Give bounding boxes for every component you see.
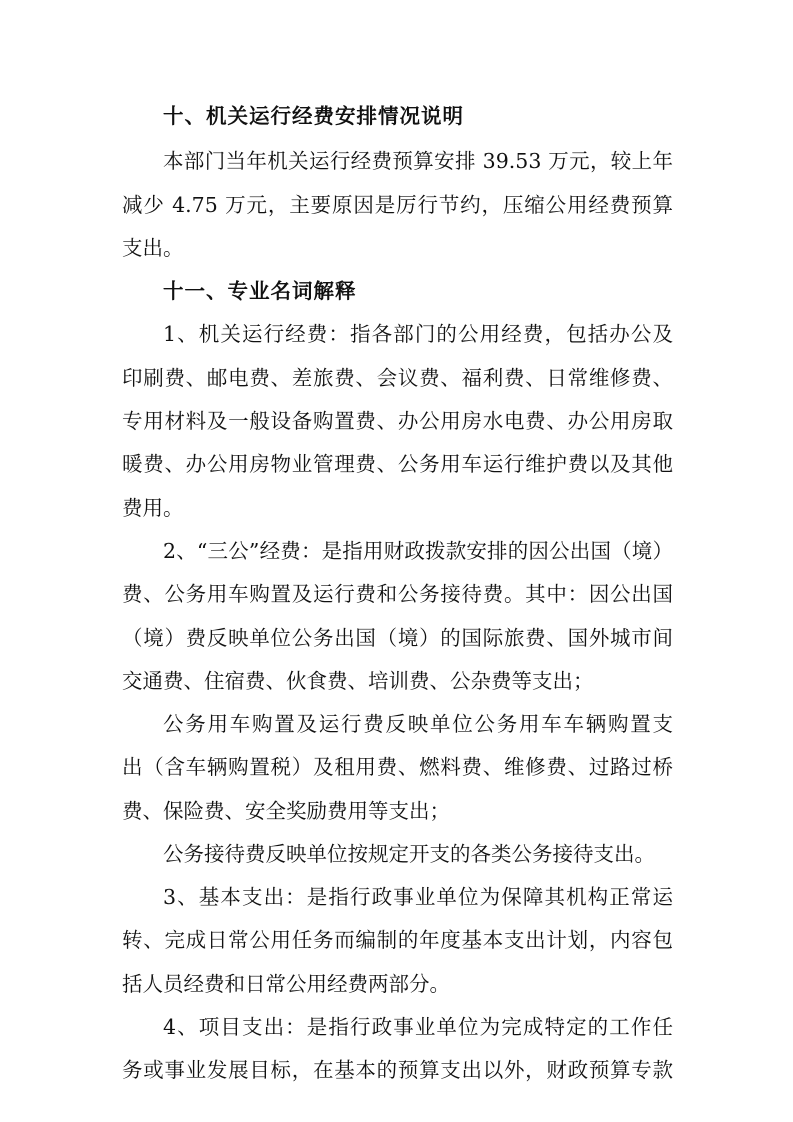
paragraph-line: 减少 4.75 万元，主要原因是厉行节约，压缩公用经费预算 xyxy=(122,193,673,217)
paragraph-line: 出（含车辆购置税）及租用费、燃料费、维修费、过路过桥 xyxy=(122,755,673,779)
paragraph-line: 3、基本支出：是指行政事业单位为保障其机构正常运 xyxy=(163,885,673,909)
paragraph-line: 4、项目支出：是指行政事业单位为完成特定的工作任 xyxy=(163,1015,673,1039)
paragraph-line: 印刷费、邮电费、差旅费、会议费、福利费、日常维修费、 xyxy=(122,366,673,390)
paragraph-line: 支出。 xyxy=(122,236,184,260)
paragraph-line: 本部门当年机关运行经费预算安排 39.53 万元，较上年 xyxy=(163,149,673,173)
paragraph-line: 1、机关运行经费：指各部门的公用经费，包括办公及 xyxy=(163,322,673,346)
paragraph-line: 转、完成日常公用任务而编制的年度基本支出计划，内容包 xyxy=(122,928,673,952)
paragraph-line: 务或事业发展目标，在基本的预算支出以外，财政预算专款 xyxy=(122,1058,673,1082)
paragraph-line: （境）费反映单位公务出国（境）的国际旅费、国外城市间 xyxy=(122,626,673,650)
paragraph-line: 费用。 xyxy=(122,496,184,520)
paragraph-line: 费、保险费、安全奖励费用等支出； xyxy=(122,799,450,823)
paragraph-line: 暖费、办公用房物业管理费、公务用车运行维护费以及其他 xyxy=(122,452,673,476)
paragraph-line: 交通费、住宿费、伙食费、培训费、公杂费等支出； xyxy=(122,669,594,693)
paragraph-line: 公务接待费反映单位按规定开支的各类公务接待支出。 xyxy=(163,842,655,866)
section-10-heading: 十、机关运行经费安排情况说明 xyxy=(163,104,464,128)
paragraph-line: 公务用车购置及运行费反映单位公务用车车辆购置支 xyxy=(163,712,673,736)
paragraph-line: 费、公务用车购置及运行费和公务接待费。其中：因公出国 xyxy=(122,582,673,606)
paragraph-line: 专用材料及一般设备购置费、办公用房水电费、办公用房取 xyxy=(122,409,673,433)
paragraph-line: 括人员经费和日常公用经费两部分。 xyxy=(122,972,450,996)
paragraph-line: 2、“三公”经费：是指用财政拨款安排的因公出国（境） xyxy=(163,539,673,563)
section-11-heading: 十一、专业名词解释 xyxy=(163,279,357,303)
